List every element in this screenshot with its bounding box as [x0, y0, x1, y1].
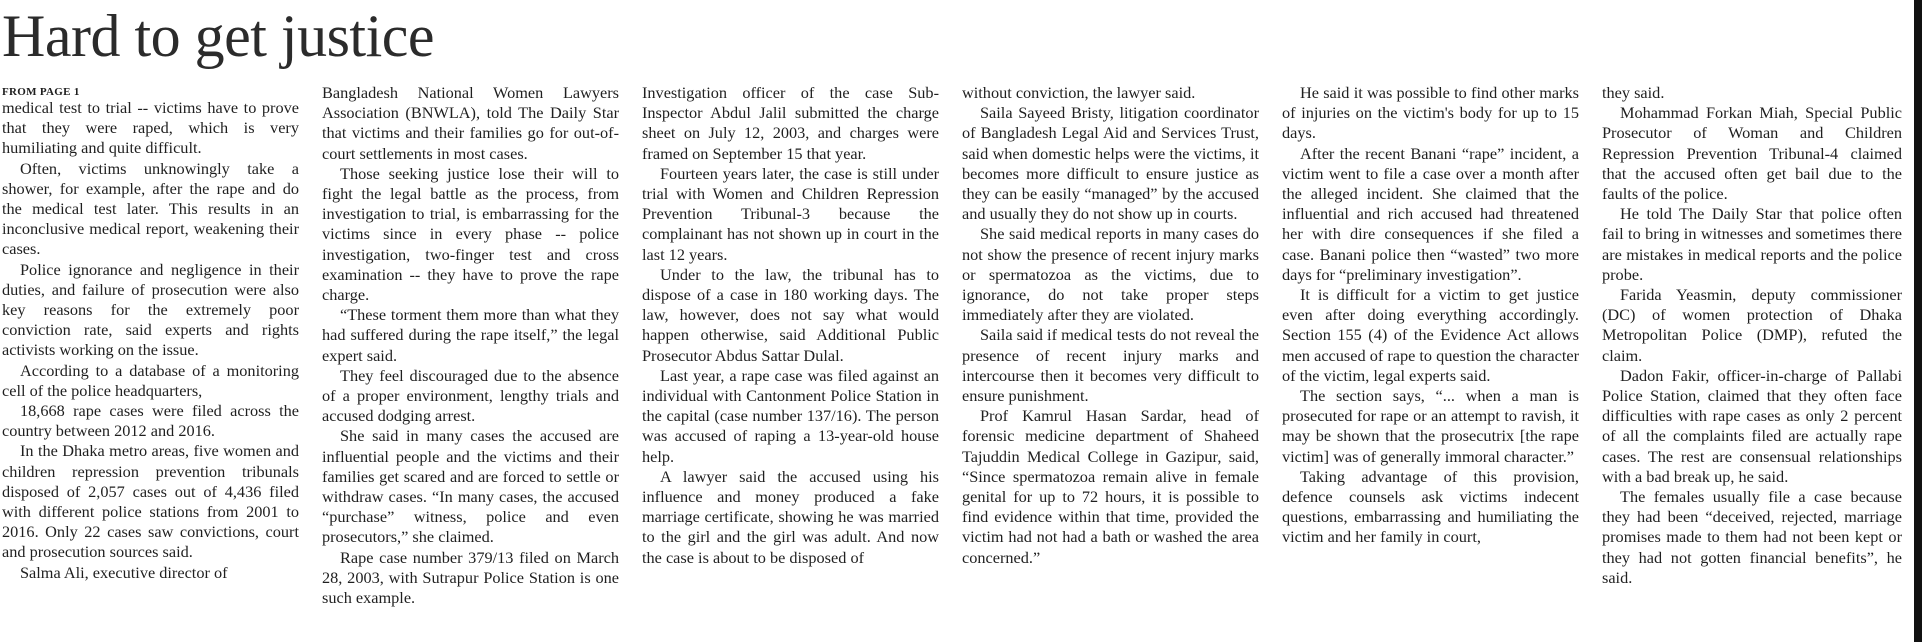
- paragraph: Often, victims unknowingly take a shower, for example, after the rape and do the medical test later. This results in an inconclusive medical report, weakening their cases.: [2, 158, 299, 259]
- paragraph: Farida Yeasmin, deputy commissioner (DC) of women protection of Dhaka Metropolitan Police (DMP), refuted the claim.: [1602, 285, 1902, 365]
- paragraph: Salma Ali, executive director of: [20, 562, 228, 582]
- paragraph: In the Dhaka metro areas, five women and children repression prevention tribunals disposed of 2,057 cases out of 4,436 filed with different police stations from 2001 to 2016. Only 22 cases saw convictions, court and prosecution sources said.: [2, 441, 299, 562]
- paragraph: Bangladesh National Women Lawyers Association (BNWLA), told The Daily Star that victims and their families go for out-of-court settlements in most cases.: [322, 83, 619, 163]
- paragraph: She said in many cases the accused are influential people and the victims and their families get scared and are forced to settle or withdraw cases. “In many cases, the accused “purchase” witness, police and even prosecutors,” she claimed.: [322, 426, 619, 547]
- paragraph: They feel discouraged due to the absence of a proper environment, lengthy trials and accused dodging arrest.: [322, 365, 619, 426]
- paragraph: Taking advantage of this provision, defence counsels ask victims indecent questions, embarrassing and humiliating the victim and her family in court,: [1282, 466, 1579, 547]
- article-headline: Hard to get justice: [2, 3, 435, 69]
- paragraph: Saila said if medical tests do not reveal the presence of recent injury marks and intercourse then it becomes very difficult to ensure punishment.: [962, 325, 1259, 406]
- paragraph: He told The Daily Star that police often fail to bring in witnesses and sometimes there are mistakes in medical reports and the police probe.: [1602, 204, 1902, 284]
- paragraph: The section says, “... when a man is prosecuted for rape or an attempt to ravish, it may be shown that the prosecutrix [the rape victim] was of generally immoral character.”: [1282, 386, 1579, 466]
- paragraph: She said medical reports in many cases do not show the presence of recent injury marks or spermatozoa as the victims, due to ignorance, do not take proper steps immediately after they are violated.: [962, 224, 1259, 325]
- paragraph: According to a database of a monitoring cell of the police headquarters,: [2, 360, 299, 400]
- article-column-1: [2, 83, 299, 638]
- article-column-2: [322, 83, 619, 638]
- paragraph: Rape case number 379/13 filed on March 28, 2003, with Sutrapur Police Station is one such example.: [322, 547, 619, 608]
- page-edge-rule: [1914, 0, 1922, 642]
- paragraph: Those seeking justice lose their will to fight the legal battle as the process, from investigation to trial, is embarrassing for the victims since in every phase -- police investigation, two-finger test and cross examination -- they have to prove the rape charge.: [322, 163, 619, 305]
- paragraph: Saila Sayeed Bristy, litigation coordinator of Bangladesh Legal Aid and Services Trust, said when domestic helps were the victims, it becomes more difficult to ensure justice as they can be easily “managed” by the accused and usually they do not show up in courts.: [962, 103, 1259, 224]
- paragraph: The females usually file a case because they had been “deceived, rejected, marriage promises made to them had not been kept or they had not gotten financial benefits”, he said.: [1602, 487, 1902, 587]
- paragraph: Last year, a rape case was filed against an individual with Cantonment Police Station in the capital (case number 137/16). The person was accused of raping a 13-year-old house help.: [642, 365, 939, 466]
- paragraph: Fourteen years later, the case is still under trial with Women and Children Repression Prevention Tribunal-3 because the complainant has not shown up in court in the last 12 years.: [642, 163, 939, 264]
- paragraph: without conviction, the lawyer said.: [962, 83, 1196, 102]
- paragraph: medical test to trial -- victims have to prove that they were raped, which is very humiliating and quite difficult.: [2, 98, 299, 158]
- article-column-5: [1282, 83, 1579, 638]
- article-column-6: [1602, 83, 1902, 638]
- paragraph: Dadon Fakir, officer-in-charge of Pallabi Police Station, claimed that they often face difficulties with rape cases as only 2 percent of all the complaints filed are actually rape cases. The rest are consensual relationships with a bad break up, he said.: [1602, 365, 1902, 486]
- paragraph: Under to the law, the tribunal has to dispose of a case in 180 working days. The law, however, does not say what would happen otherwise, said Additional Public Prosecutor Abdus Sattar Dulal.: [642, 264, 939, 365]
- paragraph: Investigation officer of the case Sub-Inspector Abdul Jalil submitted the charge sheet on July 12, 2003, and charges were framed on September 15 that year.: [642, 83, 939, 163]
- paragraph: After the recent Banani “rape” incident, a victim went to file a case over a month after the alleged incident. She claimed that the influential and rich accused had threatened her with dire consequences if she filed a case. Banani police then “wasted” two more days for “preliminary investigation”.: [1282, 143, 1579, 284]
- paragraph: they said.: [1602, 83, 1665, 102]
- paragraph: Prof Kamrul Hasan Sardar, head of forensic medicine department of Shaheed Tajuddin Medical College in Gazipur, said, “Since spermatozoa remain alive in female genital for up to 72 hours, it is possible to find evidence within that time, provided the victim had not had a bath or washed the area concerned.”: [962, 406, 1259, 567]
- article-column-3: [642, 83, 939, 638]
- paragraph: He said it was possible to find other marks of injuries on the victim's body for up to 15 days.: [1282, 83, 1579, 143]
- paragraph: A lawyer said the accused using his influence and money produced a fake marriage certificate, showing he was married to the girl and the girl was adult. And now the case is about to be disposed of: [642, 466, 939, 567]
- paragraph: 18,668 rape cases were filed across the country between 2012 and 2016.: [2, 401, 299, 441]
- continued-from-label: FROM PAGE 1: [2, 86, 80, 98]
- paragraph: Mohammad Forkan Miah, Special Public Prosecutor of Woman and Children Repression Prevention Tribunal-4 claimed that the accused often get bail due to the faults of the police.: [1602, 103, 1902, 204]
- paragraph: It is difficult for a victim to get justice even after doing everything accordingly. Section 155 (4) of the Evidence Act allows men accused of rape to question the character of the victim, legal experts said.: [1282, 285, 1579, 385]
- article-column-4: [962, 83, 1259, 638]
- paragraph: Police ignorance and negligence in their duties, and failure of prosecution were also key reasons for the extremely poor conviction rate, said experts and rights activists working on the issue.: [2, 259, 299, 360]
- paragraph: “These torment them more than what they had suffered during the rape itself,” the legal expert said.: [322, 305, 619, 365]
